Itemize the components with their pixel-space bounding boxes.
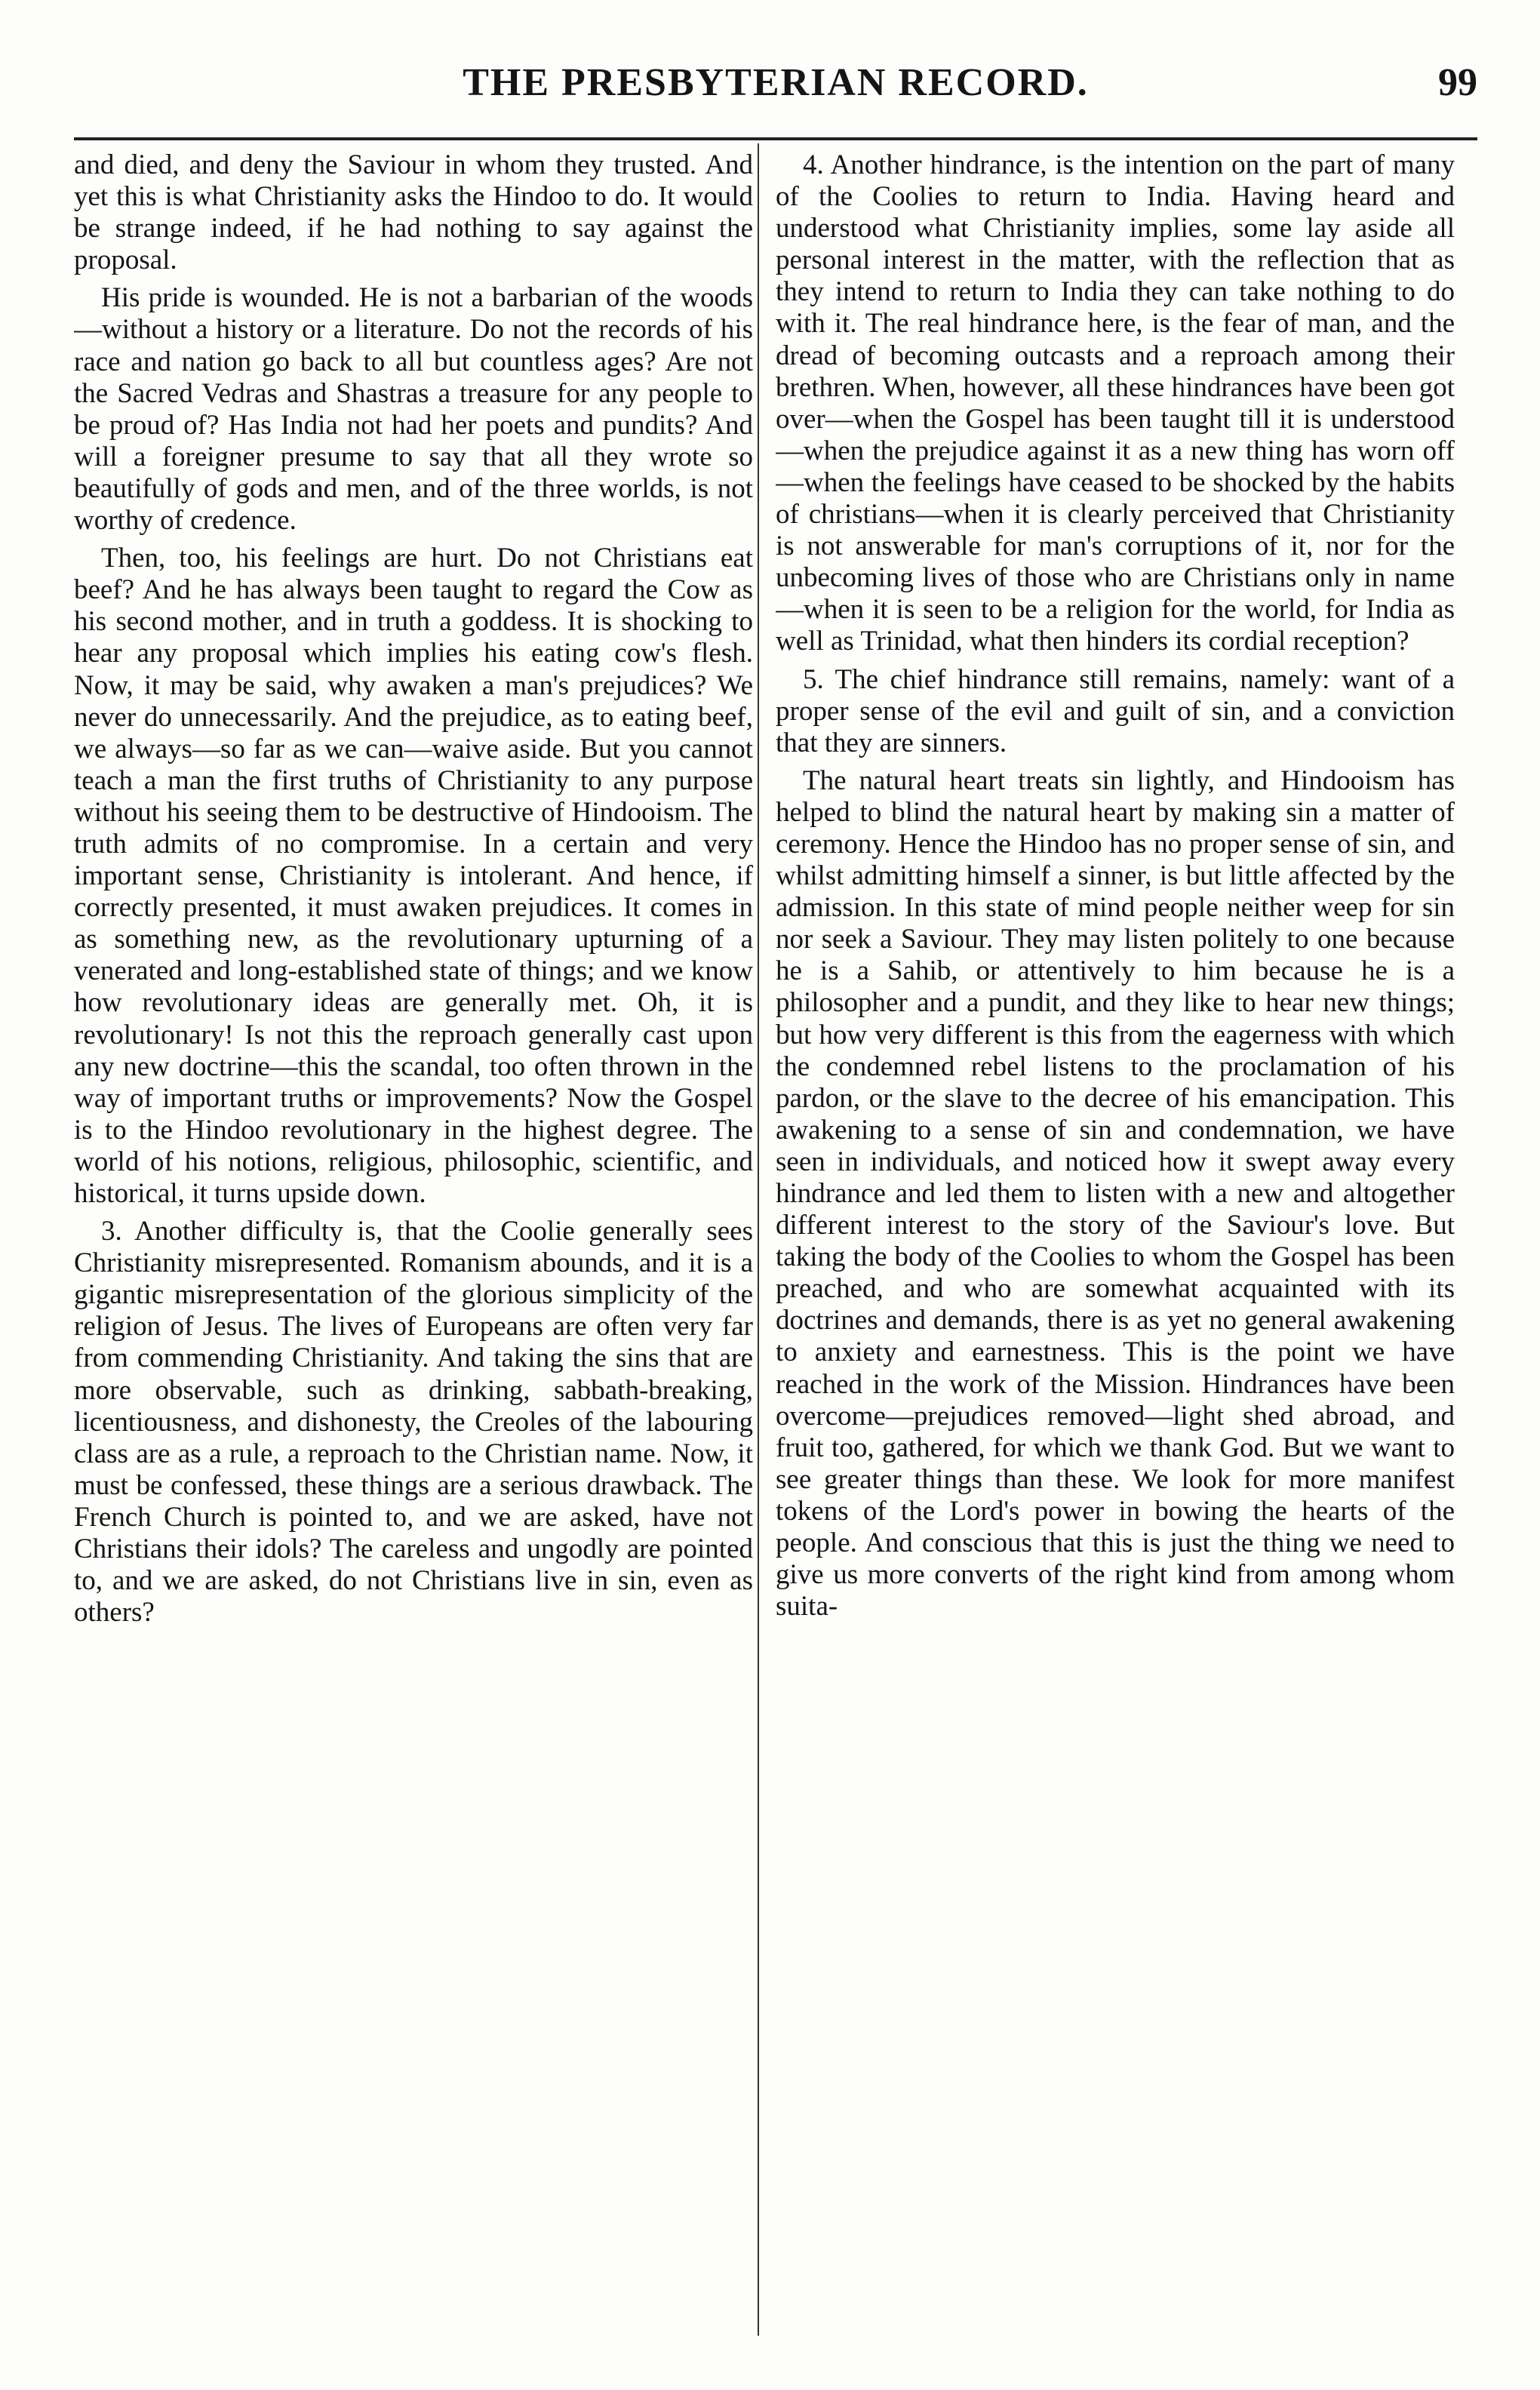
page-header bbox=[74, 54, 1477, 107]
paragraph: 3. Another difficulty is, that the Coolie generally sees Christianity misrepresented. Romanism abounds, and it is a gigantic misrepresentation of the glorious simplicity of the religion of Jesus. The lives of Europeans are often very far from commending Christianity. And taking the sins that are more observable, such as drinking, sabbath-breaking, licentiousness, and dishonesty, the Creoles of the labouring class are as a rule, a reproach to the Christian name. Now, it must be confessed, these things are a serious drawback. The French Church is pointed to, and we are asked, have not Christians their idols? The careless and ungodly are pointed to, and we are asked, do not Christians live in sin, even as others? bbox=[74, 1216, 753, 1629]
page-title: THE PRESBYTERIAN RECORD. bbox=[463, 61, 1089, 104]
paragraph: The natural heart treats sin lightly, and Hindooism has helped to blind the natural heart by making sin a matter of ceremony. Hence the Hindoo has no proper sense of sin, and whilst admitting himself a sinner, is but little affected by the admission. In this state of mind people neither weep for sin nor seek a Saviour. They may listen politely to one because he is a Sahib, or attentively to him because he is a philosopher and a pundit, and they like to hear new things; but how very different is this from the eagerness with which the condemned rebel listens to the proclamation of his pardon, or the slave to the decree of his emancipation. This awakening to a sense of sin and condemnation, we have seen in individuals, and noticed how it swept away every hindrance and led them to listen with a new and altogether different interest to the story of the Saviour's love. But taking the body of the Coolies to whom the Gospel has been preached, and who are somewhat acquainted with its doctrines and demands, there is as yet no general awakening to anxiety and earnestness. This is the point we have reached in the work of the Mission. Hindrances have been overcome—prejudices removed—light shed abroad, and fruit too, gathered, for which we thank God. But we want to see greater things than these. We look for more manifest tokens of the Lord's power in bowing the hearts of the people. And conscious that this is just the thing we need to give us more converts of the right kind from among whom suita- bbox=[776, 764, 1455, 1623]
paragraph: 5. The chief hindrance still remains, namely: want of a proper sense of the evil and guilt of sin, and a conviction that they are sinners. bbox=[776, 663, 1455, 758]
paragraph: Then, too, his feelings are hurt. Do not Christians eat beef? And he has always been taught to regard the Cow as his second mother, and in truth a goddess. It is shocking to hear any proposal which implies his eating cow's flesh. Now, it may be said, why awaken a man's prejudices? We never do unnecessarily. And the prejudice, as to eating beef, we always—so far as we can—waive aside. But you cannot teach a man the first truths of Christianity to any purpose without his seeing them to be destructive of Hindooism. The truth admits of no compromise. In a certain and very important sense, Christianity is intolerant. And hence, if correctly presented, it must awaken prejudices. It comes in as something new, as the revolutionary upturning of a venerated and long-established state of things; and we know how revolutionary ideas are generally met. Oh, it is revolutionary! Is not this the reproach generally cast upon any new doctrine—this the scandal, too often thrown in the way of important truths or improvements? Now the Gospel is to the Hindoo revolutionary in the highest degree. The world of his notions, religious, philosophic, scientific, and historical, it turns upside down. bbox=[74, 543, 753, 1209]
paragraph: His pride is wounded. He is not a barbarian of the woods—without a history or a literature. Do not the records of his race and nation go back to all but countless ages? Are not the Sacred Vedras and Shastras a treasure for any people to be proud of? Has India not had her poets and pundits? And will a foreigner presume to say that all they wrote so beautifully of gods and men, and of the three worlds, is not worthy of credence. bbox=[74, 282, 753, 537]
paragraph: 4. Another hindrance, is the intention on the part of many of the Coolies to return to India. Having heard and understood what Christianity implies, some lay aside all personal interest in the matter, with the reflection that as they intend to return to India they can take nothing to do with it. The real hindrance here, is the fear of man, and the dread of becoming outcasts and a reproach among their brethren. When, however, all these hindrances have been got over—when the Gospel has been taught till it is understood—when the prejudice against it as a new thing has worn off—when the feelings have ceased to be shocked by the habits of christians—when it is clearly perceived that Christianity is not answerable for man's corruptions of it, nor for the unbecoming lives of those who are Christians only in name—when it is seen to be a religion for the world, for India as well as Trinidad, what then hinders its cordial reception? bbox=[776, 149, 1455, 657]
paragraph: and died, and deny the Saviour in whom they trusted. And yet this is what Christianity asks the Hindoo to do. It would be strange indeed, if he had nothing to say against the proposal. bbox=[74, 149, 753, 276]
page-number: 99 bbox=[1438, 61, 1477, 104]
left-column bbox=[74, 149, 753, 2361]
column-divider bbox=[758, 143, 759, 2336]
header-rule bbox=[74, 137, 1477, 140]
right-column bbox=[776, 149, 1455, 2361]
